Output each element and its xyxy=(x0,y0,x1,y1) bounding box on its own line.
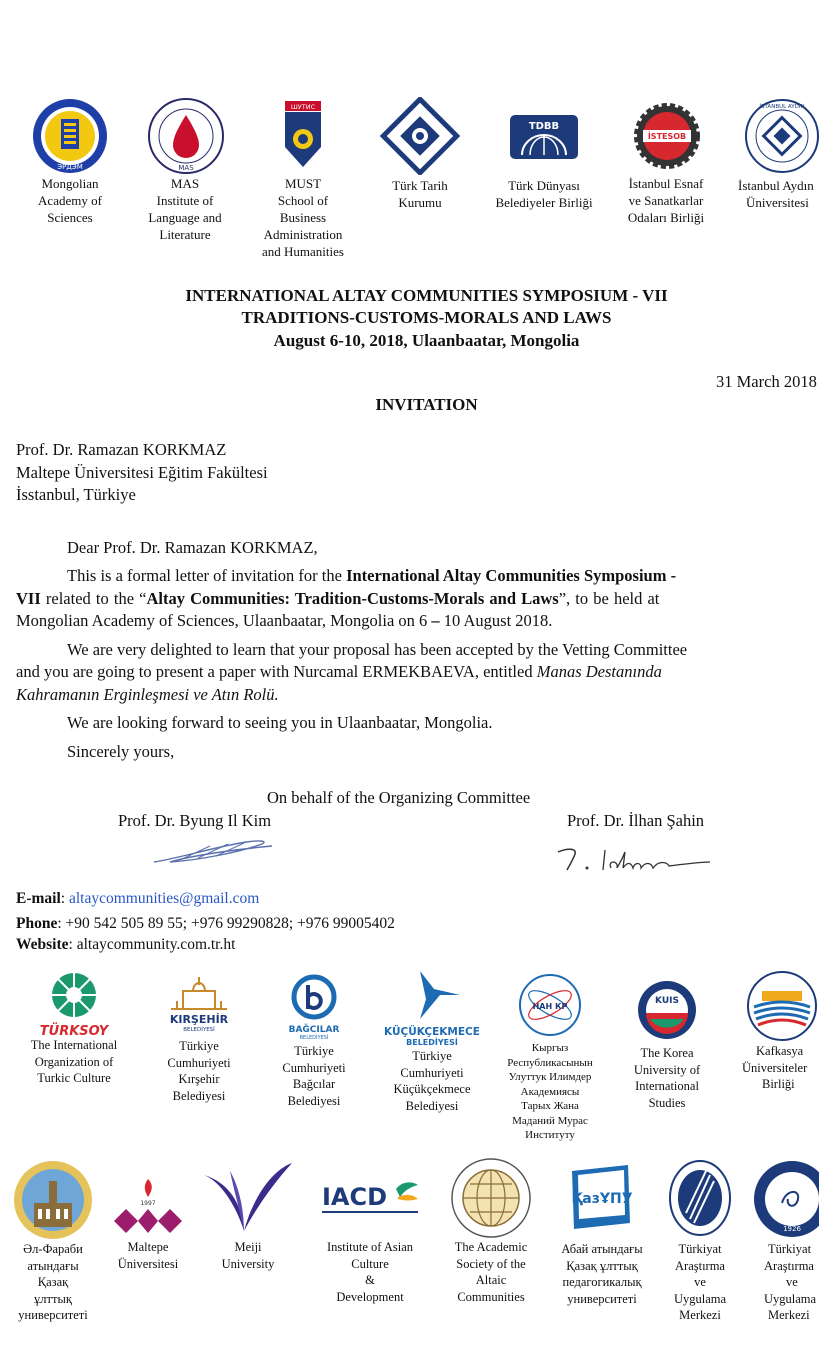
mas-institute-logo xyxy=(147,97,225,175)
partner-al-farabi: Әл-Фараби атындағы Қазақ ұлттық университеті xyxy=(18,1242,88,1322)
paragraph-2-line-1: We are very delighted to learn that your proposal has been accepted by the Vetting Committee xyxy=(67,640,688,659)
meiji-logo xyxy=(200,1161,296,1235)
svg-text:IACD: IACD xyxy=(322,1183,388,1211)
partner-kuis: The Korea University of International Studies xyxy=(633,1046,701,1110)
al-farabi-logo xyxy=(12,1159,94,1241)
partner-nan-kr: Кыргыз Республикасынын Улуттук Илимдер Академиясы Тарых Жана Маданий Мурас Институту xyxy=(507,1042,593,1141)
svg-text:İSTANBUL AYDIN: İSTANBUL AYDIN xyxy=(759,104,805,110)
phone-line: Phone: +90 542 505 89 55; +976 99290828; +976 99005402 xyxy=(16,915,395,932)
partner-turksoy: The International Organization of Turkic Culture xyxy=(30,1038,118,1085)
paragraph-2-line-2: and you are going to present a paper with Nurcamal ERMEKBAEVA, entitled Manas Destanında xyxy=(16,662,662,681)
maltepe-logo xyxy=(110,1177,186,1239)
gazi-logo xyxy=(752,1159,819,1239)
symposium-date-place: August 6-10, 2018, Ulaanbaatar, Mongolia xyxy=(273,331,580,350)
sakarya-logo xyxy=(668,1159,732,1237)
partner-bagcilar: Türkiye Cumhuriyeti Bağcılar Belediyesi xyxy=(282,1044,346,1108)
addressee-city: İsstanbul, Türkiye xyxy=(16,485,136,504)
partner-meiji: Meiji University xyxy=(221,1240,275,1271)
altaic-society-logo xyxy=(450,1157,532,1239)
svg-text:MAS: MAS xyxy=(178,164,194,172)
partner-kucukcekmece: Türkiye Cumhuriyeti Küçükçekmece Belediyesi xyxy=(393,1049,471,1113)
footer-partners-row-2 xyxy=(0,1155,819,1358)
svg-text:ШУТИС: ШУТИС xyxy=(290,103,316,111)
must-logo xyxy=(283,99,323,171)
partner-kirsehir: Türkiye Cumhuriyeti Kırşehir Belediyesi xyxy=(167,1039,231,1103)
paragraph-2-line-3: Kahramanın Erginleşmesi ve Atın Rolü. xyxy=(16,685,279,704)
on-behalf: On behalf of the Organizing Committee xyxy=(267,788,531,807)
org-must: MUST School of Business Administration and Humanities xyxy=(262,176,344,259)
iacd-logo xyxy=(318,1175,422,1223)
svg-text:1926: 1926 xyxy=(783,1225,801,1233)
signature-left-image xyxy=(150,832,285,872)
svg-text:ЭРДЭМ: ЭРДЭМ xyxy=(57,163,83,171)
partner-kafkasya: Kafkasya Üniversiteler Birliği xyxy=(742,1044,808,1091)
kucukcekmece-logo xyxy=(380,969,484,1053)
symposium-title: INTERNATIONAL ALTAY COMMUNITIES SYMPOSIUM - VII xyxy=(185,286,668,305)
salutation: Dear Prof. Dr. Ramazan KORKMAZ, xyxy=(67,538,318,557)
org-mongolian-academy: Mongolian Academy of Sciences xyxy=(38,176,102,225)
addressee-institution: Maltepe Üniversitesi Eğitim Fakültesi xyxy=(16,463,268,482)
partner-kaznpu: Абай атындағы Қазақ ұлттық педагогикалық университеті xyxy=(561,1242,643,1306)
svg-text:НАН КР: НАН КР xyxy=(532,1002,568,1011)
partner-sakarya: Türkiyat Araştırma ve Uygulama Merkezi xyxy=(673,1242,727,1322)
partner-gazi: Türkiyat Araştırma ve Uygulama Merkezi xyxy=(764,1242,817,1322)
mongolian-academy-logo xyxy=(30,97,110,175)
org-mas-institute: MAS Institute of Language and Literature xyxy=(148,176,222,242)
partner-iacd: Institute of Asian Culture & Development xyxy=(326,1240,414,1304)
kaznpu-logo xyxy=(568,1161,634,1235)
partner-altaic-society: The Academic Society of the Altaic Communities xyxy=(454,1240,528,1304)
svg-text:İSTESOB: İSTESOB xyxy=(647,132,687,141)
svg-text:KUIS: KUIS xyxy=(655,996,679,1006)
header-logos xyxy=(0,95,819,265)
addressee-name: Prof. Dr. Ramazan KORKMAZ xyxy=(16,440,227,459)
turk-tarih-kurumu-logo xyxy=(380,97,460,175)
svg-text:KÜÇÜKÇEKMECE: KÜÇÜKÇEKMECE xyxy=(384,1026,480,1038)
tdbb-logo xyxy=(510,115,578,159)
paragraph-3: We are looking forward to seeing you in Ulaanbaatar, Mongolia. xyxy=(67,713,493,732)
closing: Sincerely yours, xyxy=(67,742,175,761)
kuis-logo xyxy=(636,979,698,1041)
kirsehir-logo xyxy=(153,971,245,1041)
signatory-left: Prof. Dr. Byung Il Kim xyxy=(118,811,272,830)
website-line: Website: altaycommunity.com.tr.ht xyxy=(16,936,236,953)
partner-maltepe: Maltepe Üniversitesi xyxy=(117,1240,179,1271)
paragraph-1-line-1: This is a formal letter of invitation for the International Altay Communities Symposium - xyxy=(67,566,677,585)
svg-text:BELEDİYESİ: BELEDİYESİ xyxy=(299,1035,329,1041)
org-istanbul-aydin: İstanbul Aydın Üniversitesi xyxy=(738,178,814,210)
nan-kr-logo xyxy=(512,973,588,1037)
org-istesob: İstanbul Esnaf ve Sanatkarlar Odaları Birliği xyxy=(627,176,705,225)
email-link[interactable]: altaycommunities@gmail.com xyxy=(68,890,260,907)
svg-text:TÜRKSOY: TÜRKSOY xyxy=(39,1024,109,1039)
org-tdbb: Türk Dünyası Belediyeler Birliği xyxy=(495,178,593,210)
signature-right-image xyxy=(555,842,715,876)
paragraph-1-line-2: VII related to the “Altay Communities: Tradition-Customs-Morals and Laws”, to be held at xyxy=(16,589,660,608)
email-line: E-mail: altaycommunities@gmail.com xyxy=(16,890,260,907)
svg-text:BELEDİYESİ: BELEDİYESİ xyxy=(406,1038,458,1047)
invitation-heading: INVITATION xyxy=(375,395,478,414)
svg-text:BELEDİYESİ: BELEDİYESİ xyxy=(183,1027,215,1033)
bagcilar-logo xyxy=(278,971,350,1043)
footer-partners-row-1 xyxy=(0,965,819,1145)
istesob-logo xyxy=(634,103,700,169)
svg-text:BAĞCILAR: BAĞCILAR xyxy=(288,1025,340,1035)
svg-text:TDBB: TDBB xyxy=(528,121,560,132)
paragraph-1-line-3: Mongolian Academy of Sciences, Ulaanbaatar, Mongolia on 6 – 10 August 2018. xyxy=(16,611,553,630)
turksoy-logo xyxy=(28,969,120,1039)
symposium-theme: TRADITIONS-CUSTOMS-MORALS AND LAWS xyxy=(241,308,612,327)
letter-date: 31 March 2018 xyxy=(716,372,817,391)
kafkasya-logo xyxy=(744,969,819,1043)
signatory-right: Prof. Dr. İlhan Şahin xyxy=(567,811,705,830)
svg-text:KIRŞEHİR: KIRŞEHİR xyxy=(169,1013,229,1026)
istanbul-aydin-logo xyxy=(742,97,819,175)
svg-text:1997: 1997 xyxy=(140,1200,156,1207)
svg-text:ҚазҰПУ: ҚазҰПУ xyxy=(571,1191,633,1207)
org-turk-tarih-kurumu: Türk Tarih Kurumu xyxy=(392,178,448,210)
